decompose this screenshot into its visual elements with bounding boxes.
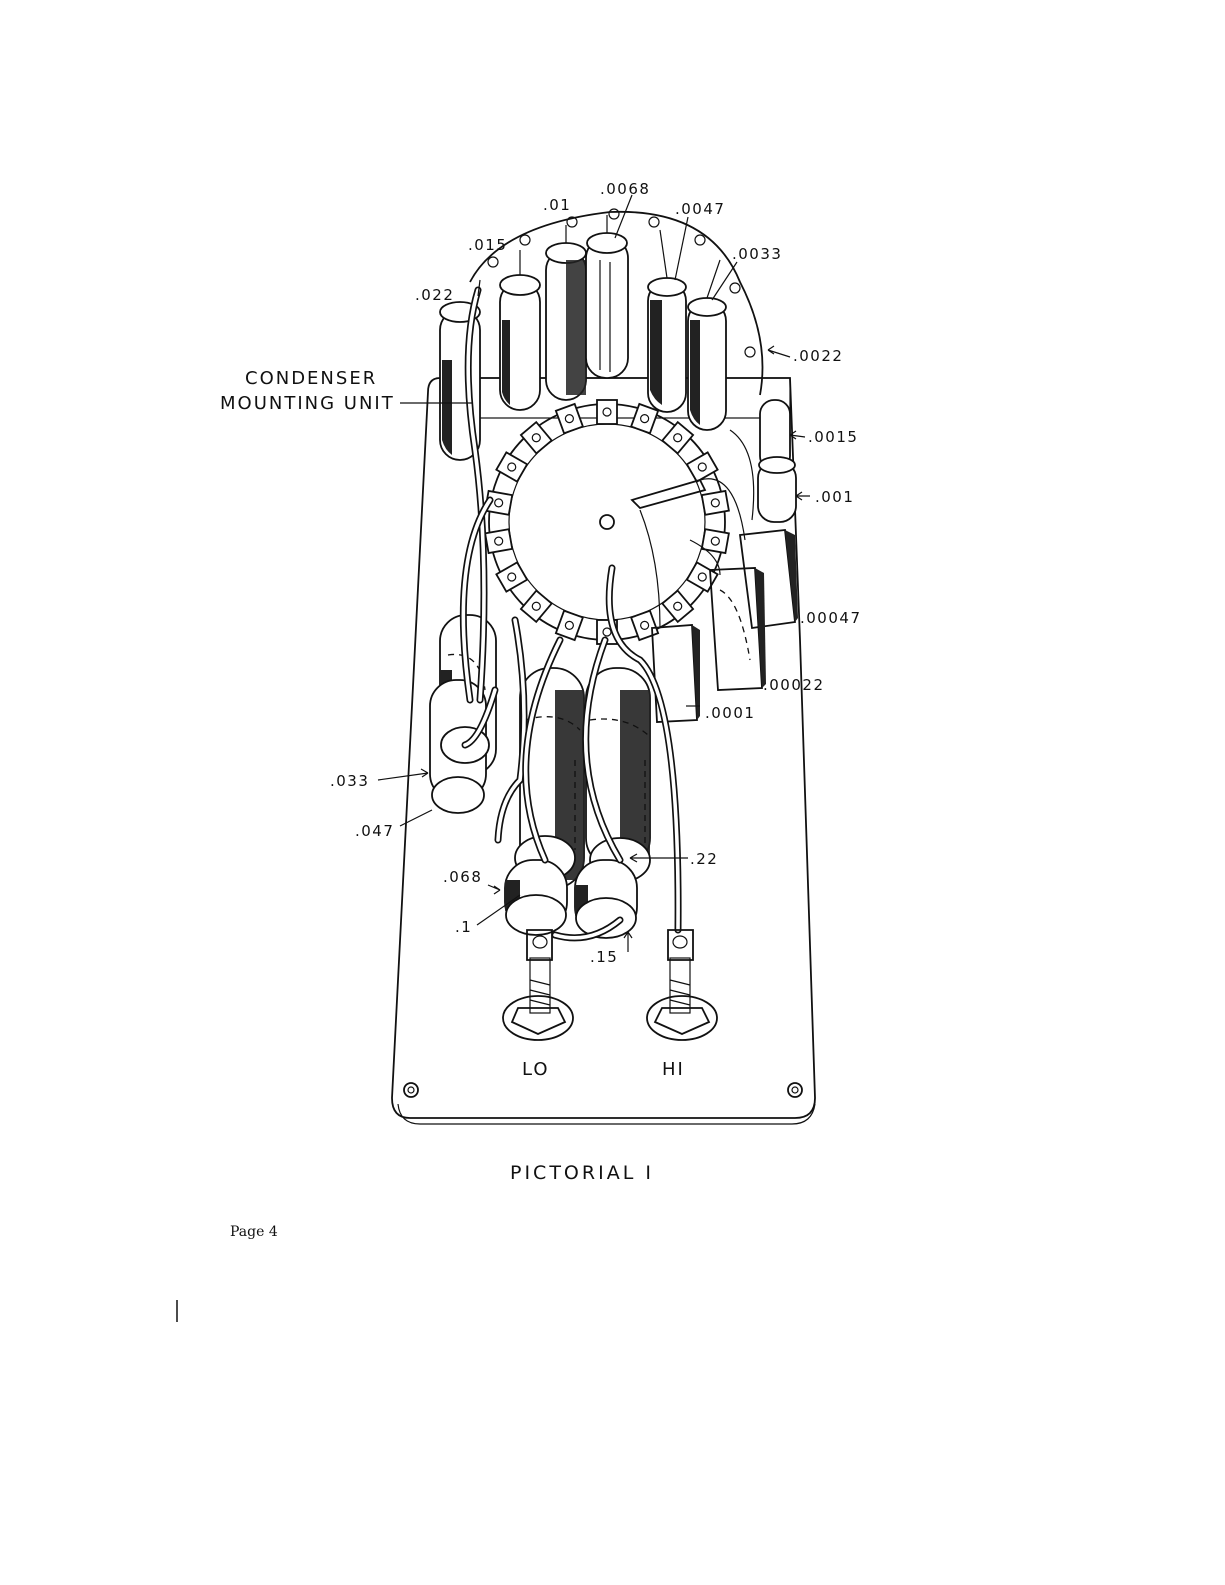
label-0015: .0015 (808, 428, 859, 446)
label-condenser: CONDENSER (245, 368, 378, 389)
switch-lug (687, 562, 718, 591)
label-0001: .0001 (705, 704, 756, 722)
label-0068-top: .0068 (600, 180, 651, 198)
label-lo: LO (522, 1059, 550, 1080)
label-0033-top: .0033 (732, 245, 783, 263)
label-068: .068 (443, 868, 483, 886)
switch-lug (631, 404, 658, 433)
switch-lug (702, 491, 729, 515)
label-01: .01 (543, 196, 572, 214)
page-number: Page 4 (230, 1224, 278, 1240)
terminal-hi (647, 930, 717, 1040)
switch-lug (485, 529, 512, 553)
switch-lug (521, 422, 552, 453)
label-0022: .0022 (793, 347, 844, 365)
label-00047: .00047 (800, 609, 862, 627)
label-015: .015 (468, 236, 508, 254)
label-15: .15 (590, 948, 619, 966)
figure-caption: PICTORIAL I (510, 1162, 654, 1184)
label-00022: .00022 (763, 676, 825, 694)
mounting-hole-left (404, 1083, 418, 1097)
label-1: .1 (455, 918, 473, 936)
switch-lug (662, 591, 693, 622)
mounting-hole-right (788, 1083, 802, 1097)
label-001: .001 (815, 488, 855, 506)
switch-lug (662, 422, 693, 453)
label-033: .033 (330, 772, 370, 790)
switch-lug (631, 611, 658, 640)
switch-lug (556, 611, 583, 640)
label-047: .047 (355, 822, 395, 840)
terminal-lo (503, 930, 573, 1040)
switch-lug (556, 404, 583, 433)
label-022-top: .022 (415, 286, 455, 304)
switch-lug (597, 400, 617, 424)
switch-lug (687, 452, 718, 481)
label-22: .22 (690, 850, 719, 868)
label-mounting-unit: MOUNTING UNIT (220, 393, 395, 414)
switch-lug (496, 452, 527, 481)
label-0047-top: .0047 (675, 200, 726, 218)
switch-center-hole (600, 515, 614, 529)
switch-lug (496, 562, 527, 591)
switch-lug (521, 591, 552, 622)
label-hi: HI (662, 1059, 685, 1080)
